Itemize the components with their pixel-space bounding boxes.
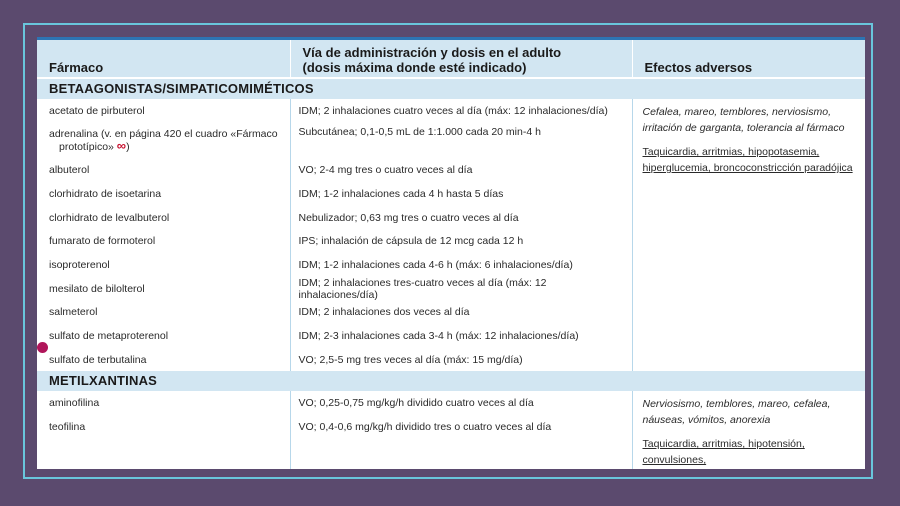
dose: VO; 2-4 mg tres o cuatro veces al día [290,159,632,183]
dose: VO; 0,25-0,75 mg/kg/h dividido cuatro veces al día [290,391,632,415]
drug-name-line1: adrenalina (v. en página 420 el cuadro «Fármaco [49,128,278,141]
empty-cell [37,439,290,469]
dose: IPS; inhalación de cápsula de 12 mcg cada 12 h [290,229,632,253]
drug-name: clorhidrato de isoetarina [49,187,162,200]
dose: IDM; 2 inhalaciones cuatro veces al día (máx: 12 inhalaciones/día) [290,99,632,123]
drug-name: albuterol [49,164,90,177]
dose: IDM; 2-3 inhalaciones cada 3-4 h (máx: 12 inhalaciones/día) [290,324,632,348]
section-header [37,78,865,99]
bullet-marker-icon [37,342,48,353]
drug-name: sulfato de terbutalina [49,353,147,366]
drug-name: acetato de pirbuterol [49,104,145,117]
header-effects: Efectos adversos [632,40,865,78]
effects-cell [632,99,865,371]
drug-name: aminofilina [49,397,100,410]
drug-name: sulfato de metaproterenol [49,329,169,342]
drug-name: teofilina [49,420,86,433]
prototype-infinity-icon: ∞ [116,138,127,154]
dose: IDM; 2 inhalaciones dos veces al día [290,301,632,325]
table-header [37,40,865,78]
drug-name-line2-text: prototípico» [59,141,114,154]
dose: Nebulizador; 0,63 mg tres o cuatro veces al día [290,206,632,230]
effects-common: Nerviosismo, temblores, mareo, cefalea, náuseas, vómitos, anorexia [642,398,831,427]
drug-name-line2 [49,140,282,153]
drug-name-line2-end: ) [126,141,130,154]
table-row [37,99,865,123]
effects-common: Cefalea, mareo, temblores, nerviosismo, irritación de garganta, tolerancia al fármaco [642,106,845,134]
drug-name: salmeterol [49,306,98,319]
drug-name: clorhidrato de levalbuterol [49,211,170,224]
document-page [37,37,865,469]
drug-name: fumarato de formoterol [49,235,156,248]
drug-table [37,40,865,469]
dose: Subcutánea; 0,1-0,5 mL de 1:1.000 cada 20 min-4 h [290,123,632,159]
drug-name [37,123,290,159]
dose: IDM; 2 inhalaciones tres-cuatro veces al día (máx: 12 inhalaciones/día) [290,277,632,301]
header-dose-line1: Vía de administración y dosis en el adulto [302,45,562,60]
drug-name: mesilato de bilolterol [49,282,145,295]
dose: VO; 2,5-5 mg tres veces al día (máx: 15 mg/día) [290,348,632,372]
effects-cell [632,391,865,469]
dose: IDM; 1-2 inhalaciones cada 4-6 h (máx: 6 inhalaciones/día) [290,253,632,277]
empty-cell [290,439,632,469]
header-drug: Fármaco [37,40,290,78]
section-title: METILXANTINAS [37,371,865,391]
section-header [37,371,865,391]
effects-serious: Taquicardia, arritmias, hipotensión, convulsiones, [642,438,805,467]
dose: IDM; 1-2 inhalaciones cada 4 h hasta 5 días [290,182,632,206]
table-row [37,391,865,415]
header-dose [290,40,632,78]
header-dose-line2: (dosis máxima donde esté indicado) [302,60,527,75]
drug-name: isoproterenol [49,258,110,271]
dose: VO; 0,4-0,6 mg/kg/h dividido tres o cuatro veces al día [290,415,632,439]
effects-serious: Taquicardia, arritmias, hipopotasemia, hiperglucemia, broncoconstricción paradójica [642,146,853,174]
section-title: BETAAGONISTAS/SIMPATICOMIMÉTICOS [37,78,865,99]
